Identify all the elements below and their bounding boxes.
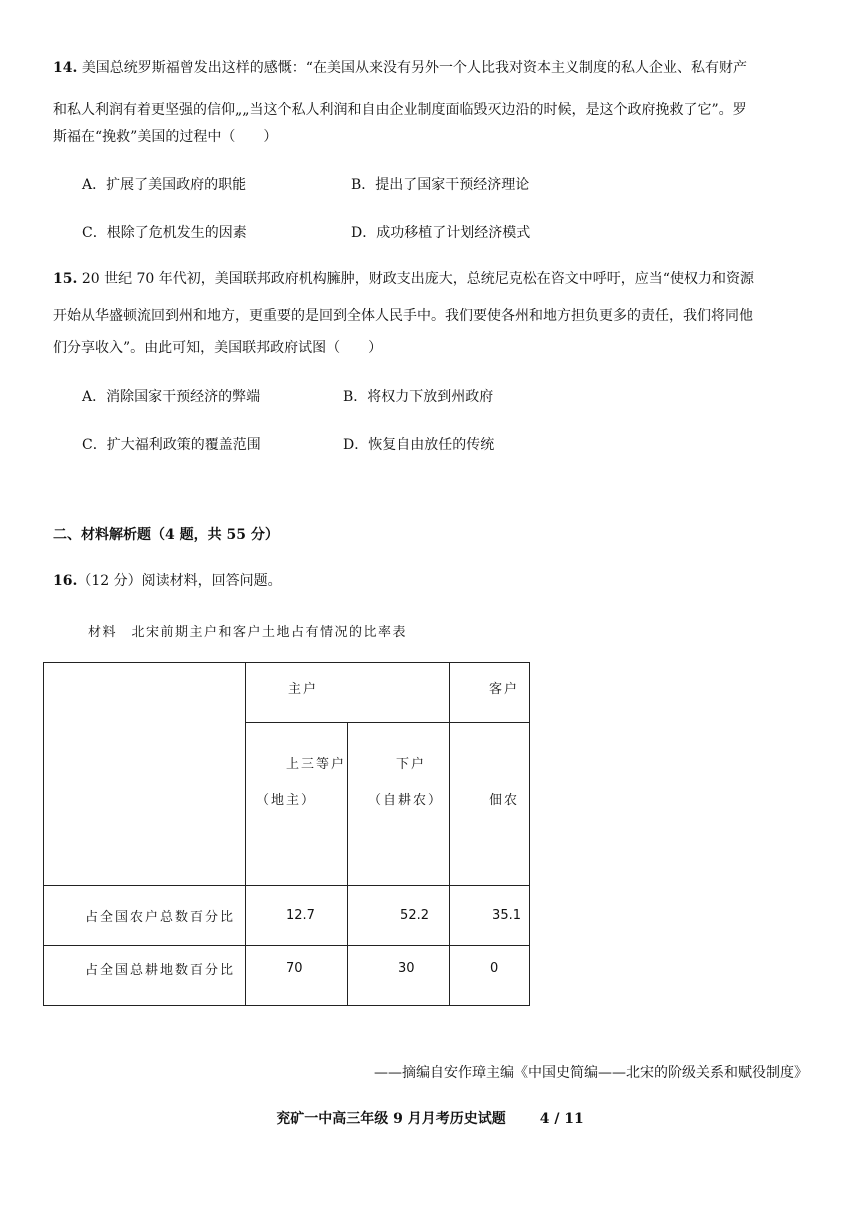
page-number: 4 / 11 <box>539 1111 584 1127</box>
q15-text-1: 20 世纪 70 年代初，美国联邦政府机构臃肿，财政支出庞大，总统尼克松在咨文中呼吁，应当“使权力和资源 <box>81 271 754 287</box>
q16-number: 16. <box>53 573 78 589</box>
q15-line-2: 开始从华盛顿流回到州和地方，更重要的是回到全体人民手中。我们要使各州和地方担负更多的责任，我们将同他 <box>53 308 753 324</box>
q15-number: 15. <box>53 271 78 287</box>
q15-line-3: 们分享收入”。由此可知，美国联邦政府试图（ ） <box>53 340 383 356</box>
q15-option-d: D．恢复自由放任的传统 <box>343 437 495 453</box>
value-households-peasant: 52.2 <box>348 886 450 946</box>
q14-option-a: A．扩展了美国政府的职能 <box>82 177 247 193</box>
value-farmland-peasant: 30 <box>348 946 450 1006</box>
q16-intro: （12 分）阅读材料，回答问题。 <box>77 573 282 589</box>
material-source: ——摘编自安作璋主编《中国史简编——北宋的阶级关系和赋役制度》 <box>374 1065 808 1081</box>
header-kehu: 客户 <box>450 663 530 723</box>
section-title: 二、材料解析题（4 题，共 55 分） <box>53 527 279 543</box>
q16-line-1 <box>53 570 282 592</box>
table-row-farmland <box>44 946 530 1006</box>
table-caption: 材料 北宋前期主户和客户土地占有情况的比率表 <box>88 625 408 640</box>
q15-option-c: C．扩大福利政策的覆盖范围 <box>82 437 261 453</box>
row-label-farmland: 占全国总耕地数百分比 <box>44 946 246 1006</box>
table-row-households <box>44 886 530 946</box>
q15-line-1 <box>53 268 754 290</box>
header-landlord: 上三等户 （地主） <box>246 723 348 886</box>
table-header-row-1 <box>44 663 530 723</box>
header-tenant: 佃农 <box>450 723 530 886</box>
value-households-tenant: 35.1 <box>450 886 530 946</box>
page-footer <box>0 1108 860 1128</box>
q14-number: 14. <box>53 60 78 76</box>
q14-text-1: 美国总统罗斯福曾发出这样的感慨：“在美国从来没有另外一个人比我对资本主义制度的私人企业、私有财产 <box>81 60 747 76</box>
q14-option-b: B．提出了国家干预经济理论 <box>351 177 530 193</box>
value-households-landlord: 12.7 <box>246 886 348 946</box>
q14-option-c: C．根除了危机发生的因素 <box>82 225 247 241</box>
q15-option-b: B．将权力下放到州政府 <box>343 389 494 405</box>
q14-line-3: 斯福在“挽救”美国的过程中（ ） <box>53 129 278 145</box>
table-corner-cell <box>44 663 246 886</box>
land-ownership-table <box>43 662 530 1006</box>
q15-option-a: A．消除国家干预经济的弊端 <box>82 389 261 405</box>
header-peasant: 下户 （自耕农） <box>348 723 450 886</box>
q14-line-2: 和私人利润有着更坚强的信仰„„当这个私人利润和自由企业制度面临毁灭边沿的时候，是这个政府挽救了它”。罗 <box>53 102 747 118</box>
footer-title: 兖矿一中高三年级 9 月月考历史试题 <box>276 1111 506 1127</box>
row-label-households: 占全国农户总数百分比 <box>44 886 246 946</box>
header-zhuhu: 主户 <box>246 663 450 723</box>
value-farmland-tenant: 0 <box>450 946 530 1006</box>
value-farmland-landlord: 70 <box>246 946 348 1006</box>
q14-option-d: D．成功移植了计划经济模式 <box>351 225 531 241</box>
q14-line-1 <box>53 57 747 79</box>
